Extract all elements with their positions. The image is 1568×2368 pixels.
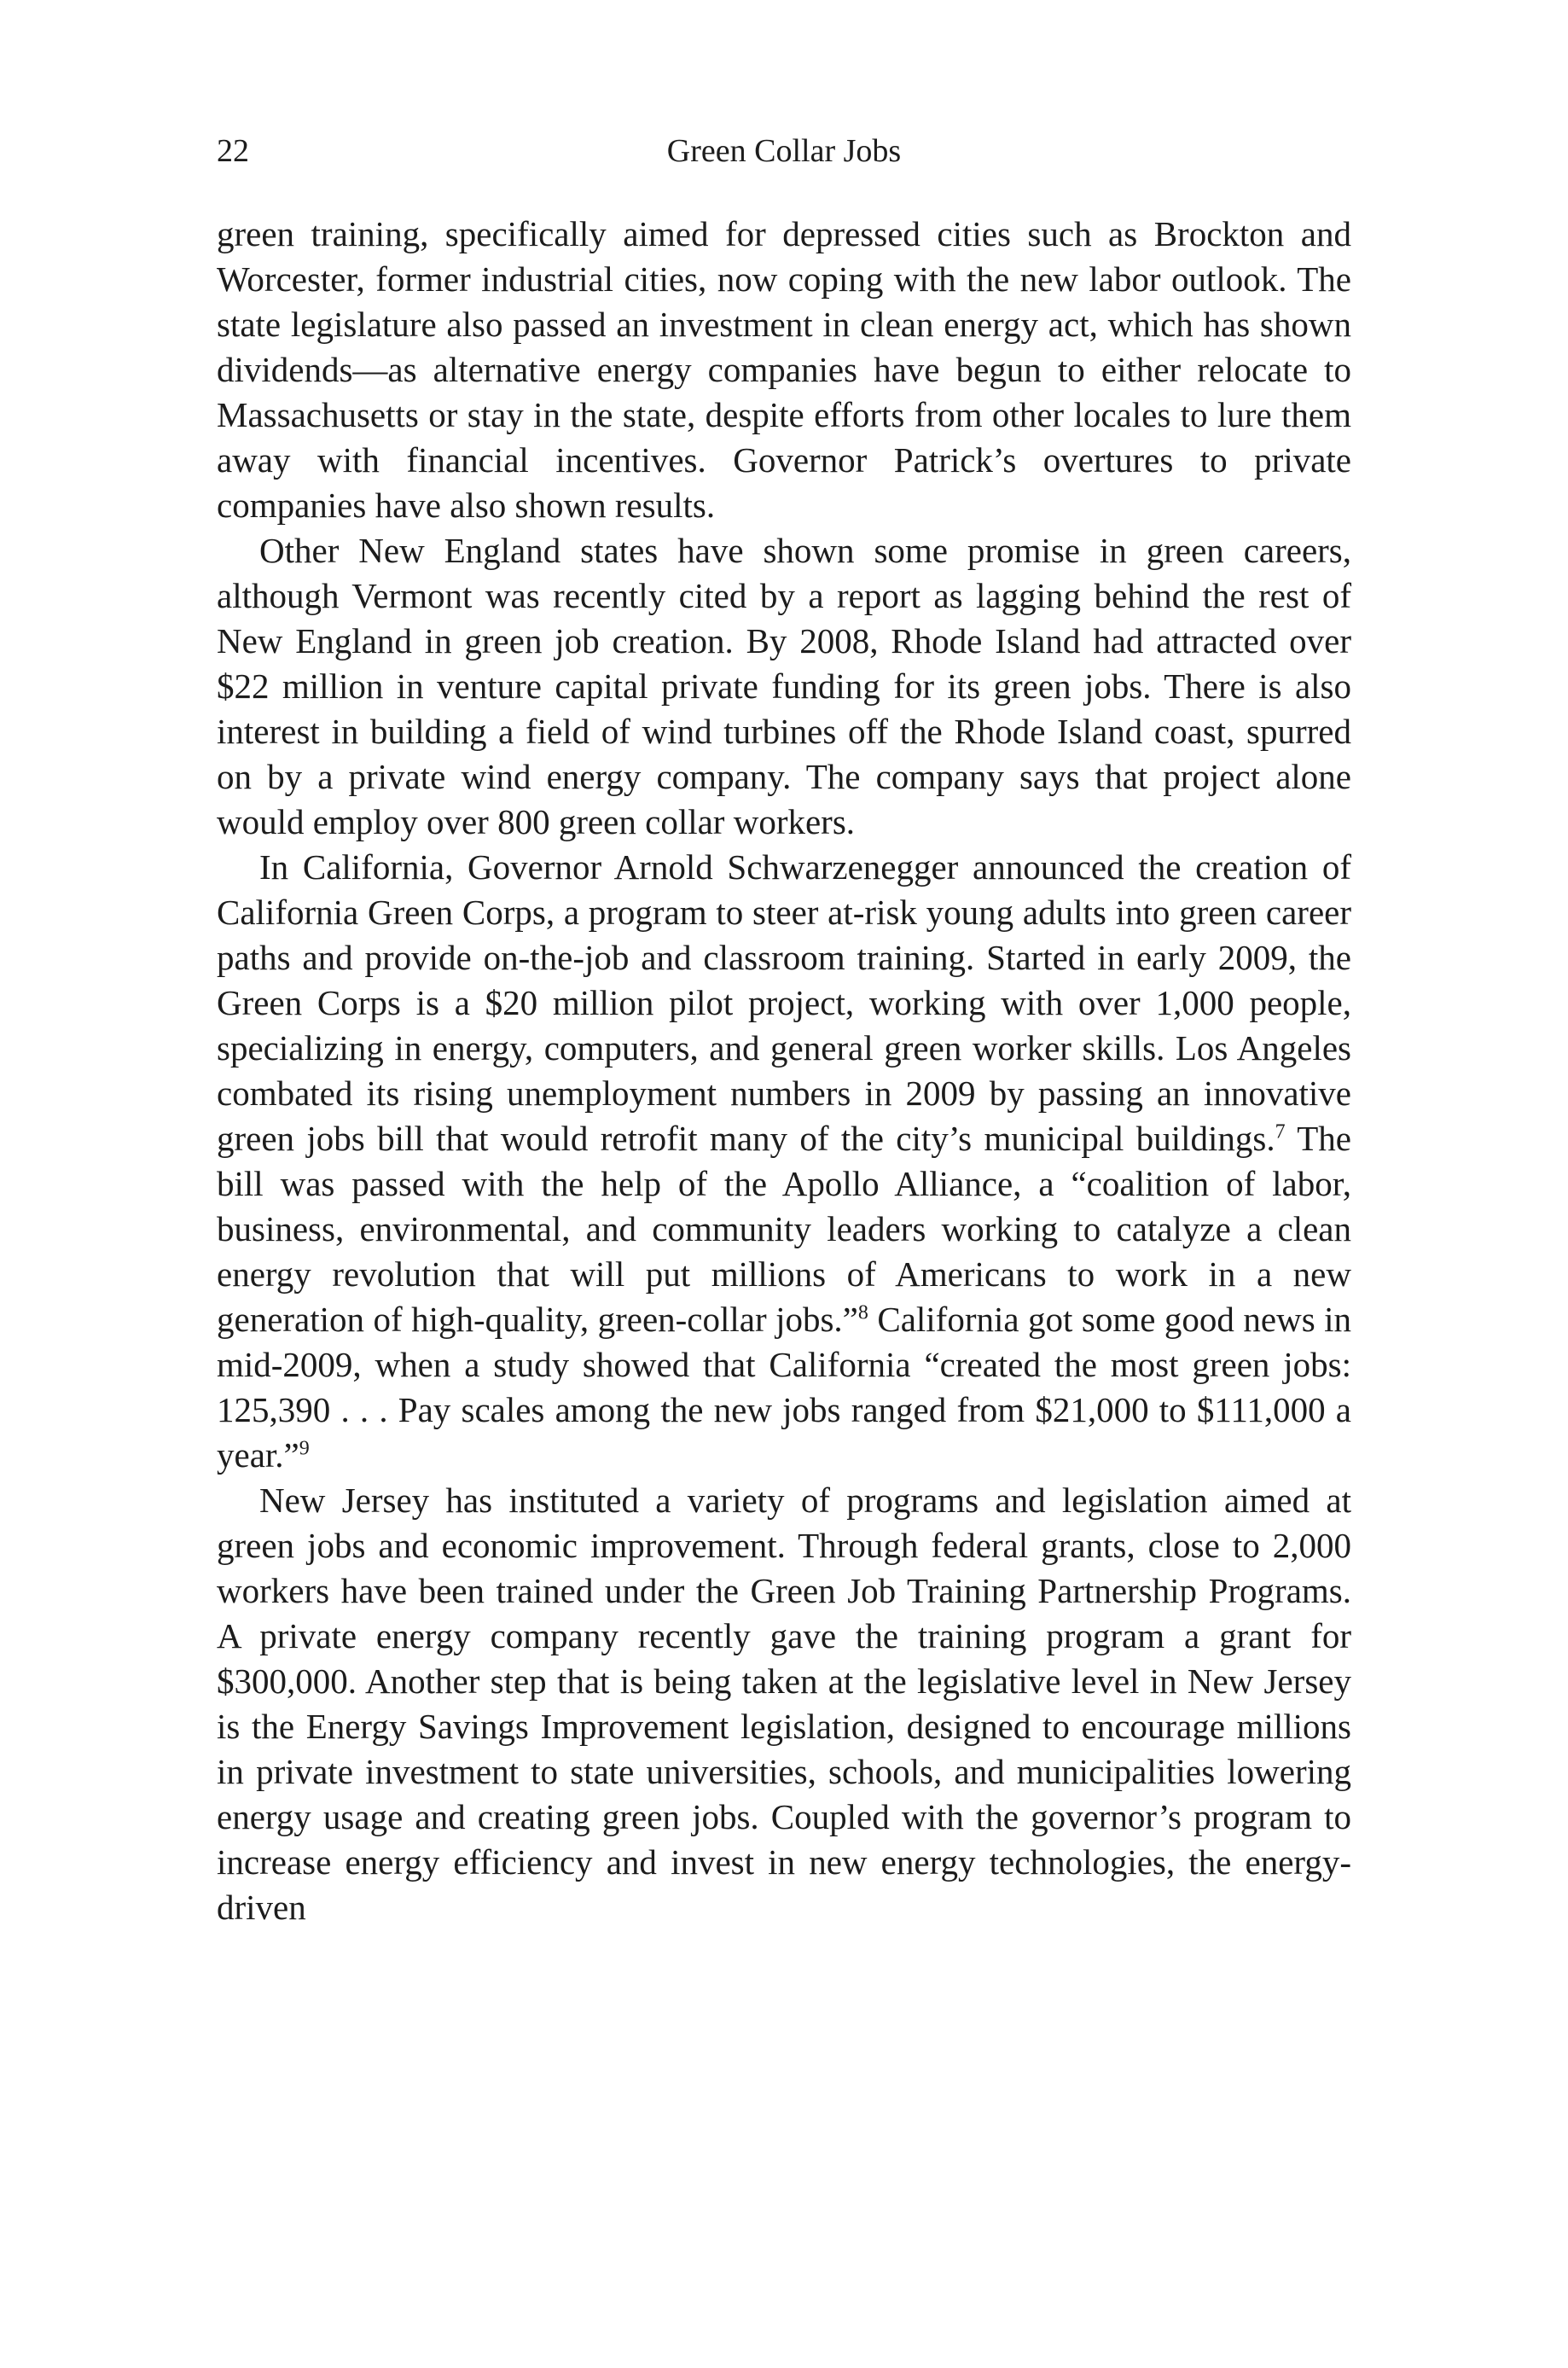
paragraph-3 [217, 845, 1351, 1478]
paragraph-3-part-1: In California, Governor Arnold Schwarzenegger announced the creation of California Green Corps, a program to steer at-risk young adults into green career paths and provide on-the-job and classroom training. Started in early 2009, the Green Corps is a $20 million pilot project, working with over 1,000 people, specializing in energy, computers, and general green worker skills. Los Angeles combated its rising unemployment numbers in 2009 by passing an innovative green jobs bill that would retrofit many of the city’s municipal buildings. [217, 847, 1351, 1158]
footnote-ref-9: 9 [299, 1437, 310, 1460]
footnote-ref-8: 8 [857, 1301, 868, 1324]
paragraph-3-part-3: California got some good news in mid-2009, when a study showed that California “created the most green jobs: 125,390 . . . Pay scales among the new jobs ranged from $21,000 to $111,000 a year.” [217, 1300, 1352, 1475]
body-text [217, 212, 1351, 1930]
paragraph-4: New Jersey has instituted a variety of programs and legislation aimed at green jobs and economic improvement. Through federal grants, close to 2,000 workers have been trained under the Green Job Training Partnership Programs. A private energy company recently gave the training program a grant for $300,000. Another step that is being taken at the legislative level in New Jersey is the Energy Savings Improvement legislation, designed to encourage millions in private investment to state universities, schools, and municipalities lowering energy usage and creating green jobs. Coupled with the governor’s program to increase energy efficiency and invest in new energy technologies, the energy-driven [217, 1481, 1351, 1927]
book-page [217, 128, 1351, 1930]
footnote-ref-7: 7 [1275, 1120, 1286, 1143]
running-head [217, 128, 1351, 174]
paragraph-1: green training, specifically aimed for depressed cities such as Brockton and Worcester, former industrial cities, now coping with the new labor outlook. The state legislature also passed an investment in clean energy act, which has shown dividends—as alternative energy companies have begun to either relocate to Massachusetts or stay in the state, despite efforts from other locales to lure them away with financial incentives. Governor Patrick’s overtures to private companies have also shown results. [217, 214, 1351, 525]
paragraph-2: Other New England states have shown some promise in green careers, although Vermont was recently cited by a report as lagging behind the rest of New England in green job creation. By 2008, Rhode Island had attracted over $22 million in venture capital private funding for its green jobs. There is also interest in building a field of wind turbines off the Rhode Island coast, spurred on by a private wind energy company. The company says that project alone would employ over 800 green collar workers. [217, 531, 1351, 841]
paragraph-3-part-2: The bill was passed with the help of the Apollo Alliance, a “coalition of labor, business, environmental, and community leaders working to catalyze a clean energy revolution that will put millions of Americans to work in a new generation of high-quality, green-collar jobs.” [217, 1119, 1351, 1339]
page-number: 22 [217, 133, 249, 169]
running-title: Green Collar Jobs [666, 133, 902, 169]
